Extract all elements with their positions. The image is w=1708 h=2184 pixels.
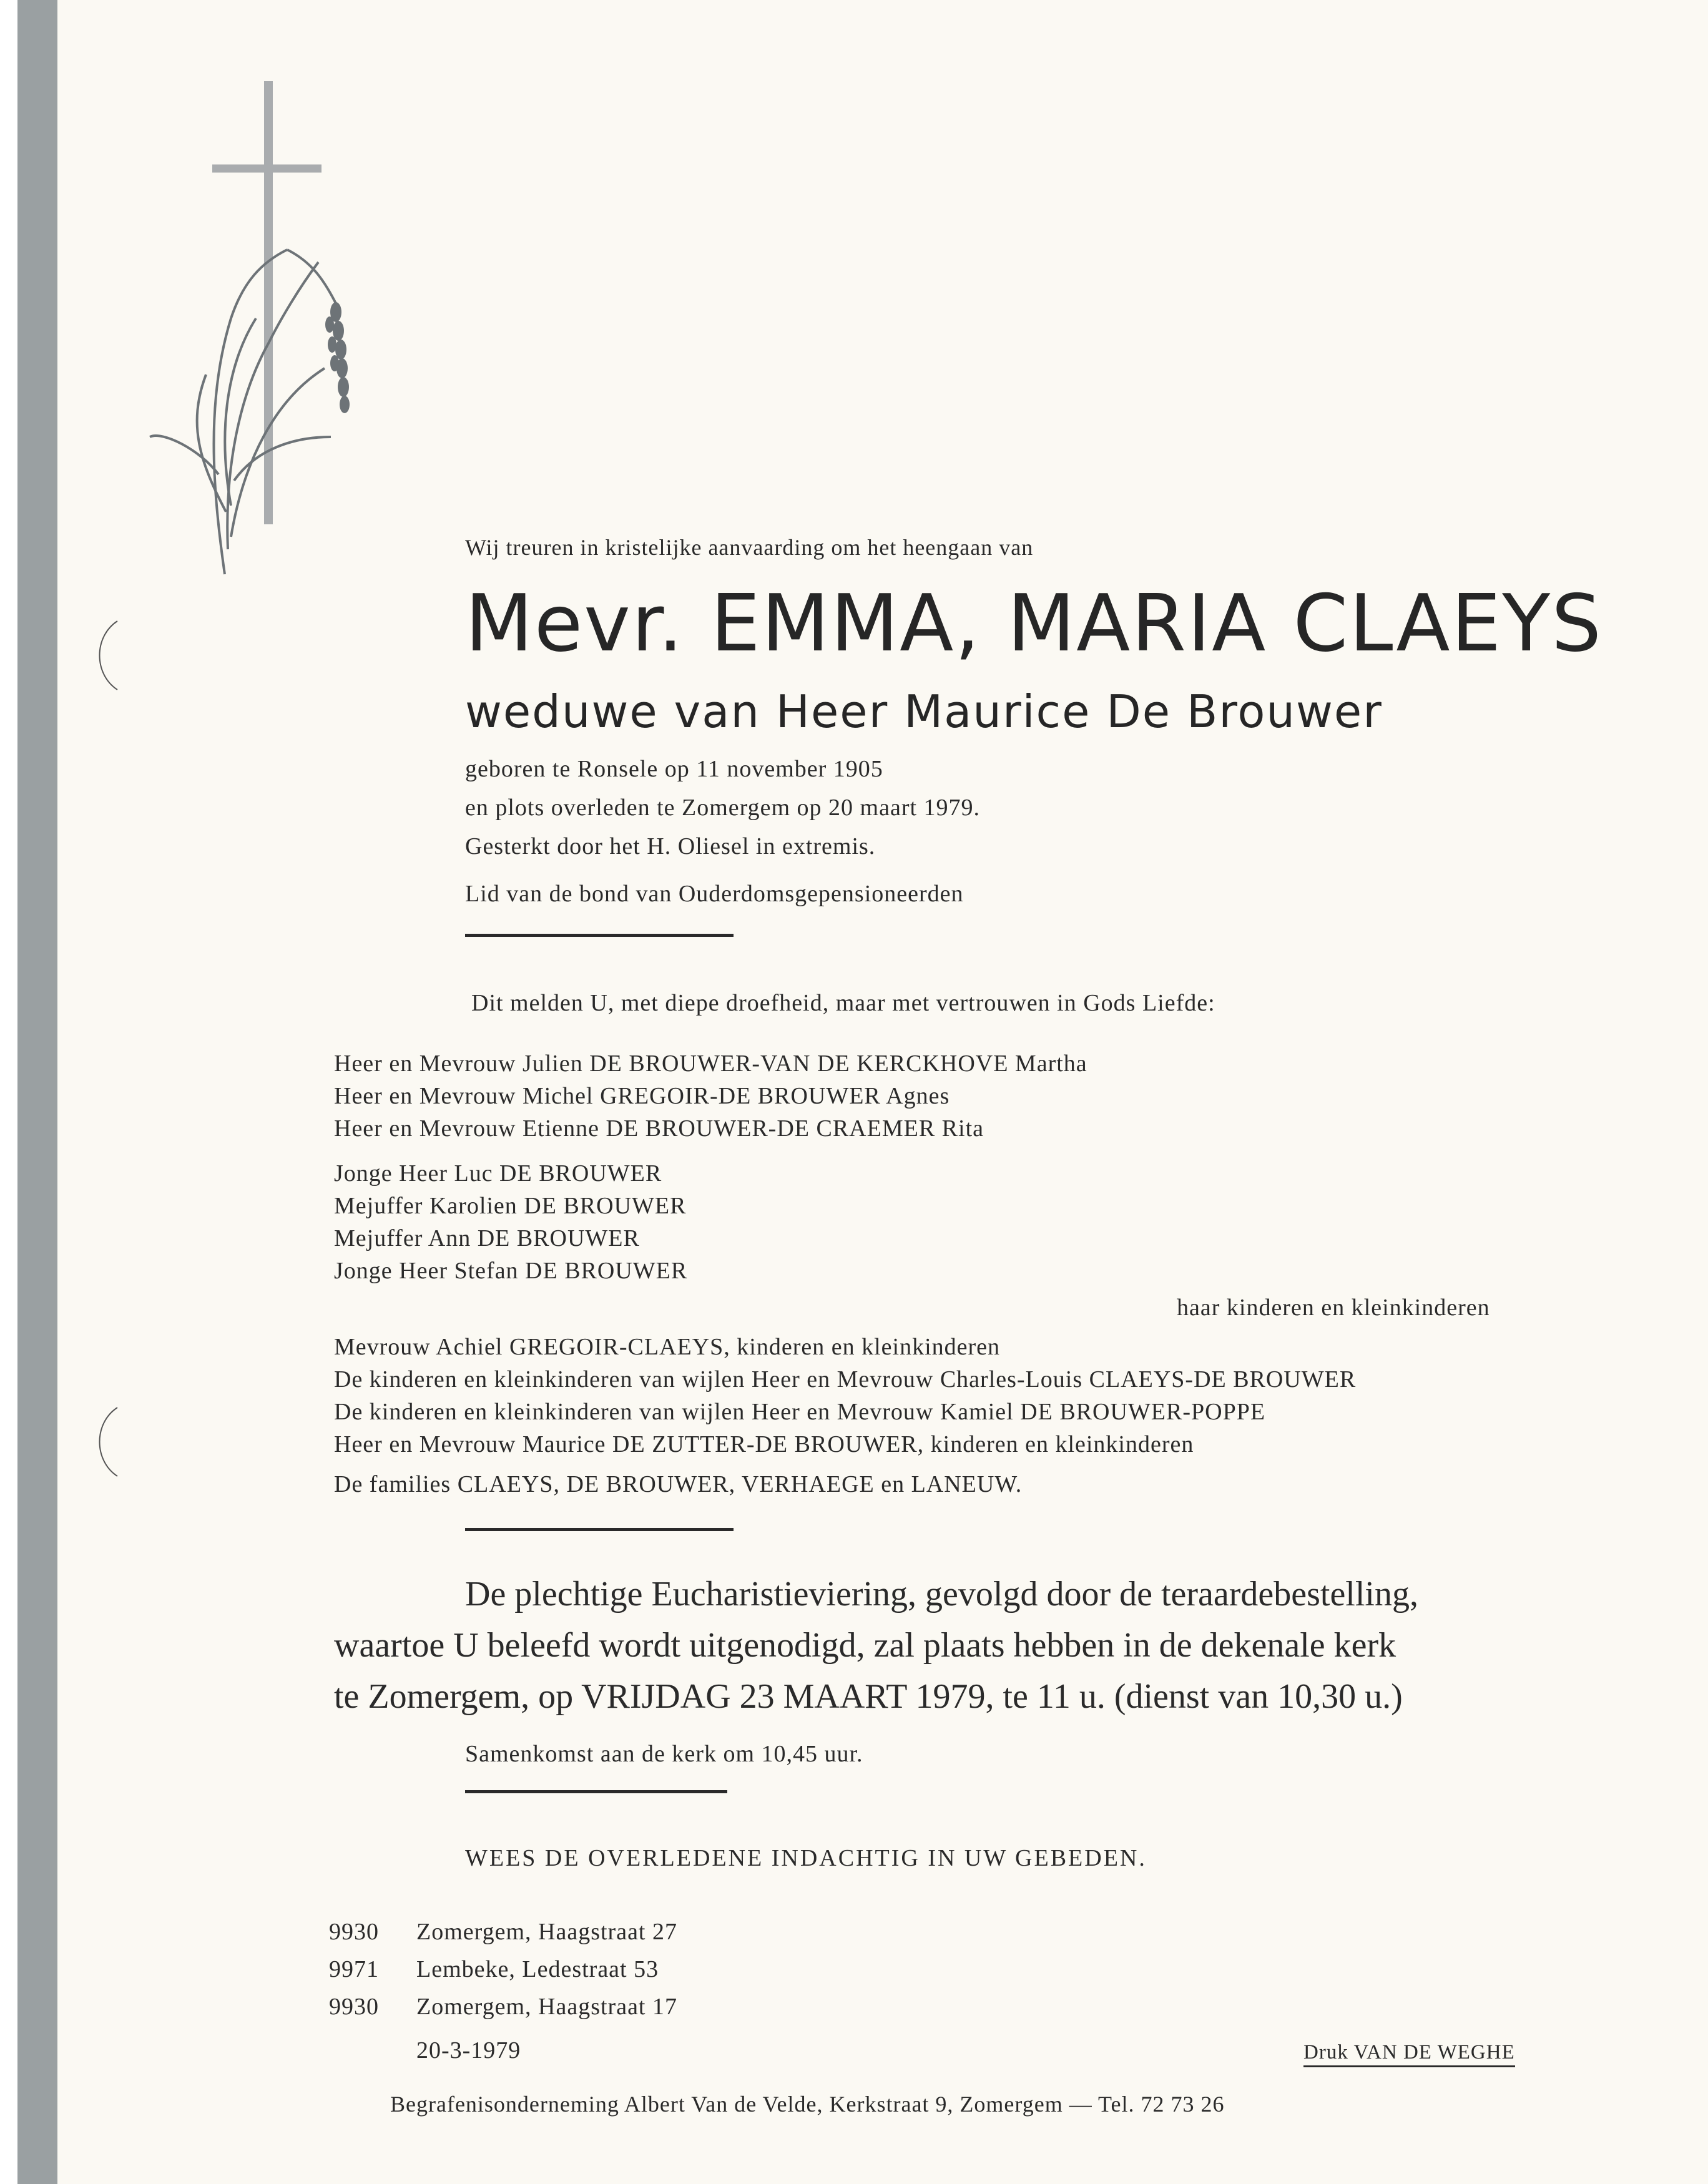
date: 20-3-1979 <box>416 2037 521 2064</box>
printer-credit: Druk VAN DE WEGHE <box>1303 2041 1515 2067</box>
family-line: Heer en Mevrouw Maurice DE ZUTTER-DE BROUWER, kinderen en kleinkinderen <box>334 1431 1194 1457</box>
undertaker-line: Begrafenisonderneming Albert Van de Velde, Kerkstraat 9, Zomergem — Tel. 72 73 26 <box>390 2092 1225 2117</box>
announcement: Dit melden U, met diepe droefheid, maar met vertrouwen in Gods Liefde: <box>471 990 1215 1016</box>
grandchild-line: Jonge Heer Luc DE BROUWER <box>334 1160 662 1187</box>
divider <box>465 1790 727 1793</box>
family-line: Mevrouw Achiel GREGOIR-CLAEYS, kinderen en kleinkinderen <box>334 1334 1001 1360</box>
children-line: Heer en Mevrouw Etienne DE BROUWER-DE CRAEMER Rita <box>334 1115 984 1142</box>
punch-hole-bottom <box>87 1404 125 1479</box>
address: Zomergem, Haagstraat 27 <box>416 1919 677 1945</box>
bio-line: en plots overleden te Zomergem op 20 maart 1979. <box>465 795 981 821</box>
address: Zomergem, Haagstraat 17 <box>416 1994 677 2020</box>
children-line: Heer en Mevrouw Julien DE BROUWER-VAN DE KERCKHOVE Martha <box>334 1050 1087 1077</box>
grandchild-line: Mejuffer Karolien DE BROUWER <box>334 1193 687 1219</box>
mourning-band <box>17 0 57 2184</box>
family-line: De kinderen en kleinkinderen van wijlen Heer en Mevrouw Kamiel DE BROUWER-POPPE <box>334 1399 1266 1425</box>
cross-with-wheat-emblem <box>137 75 400 587</box>
bio-line: Lid van de bond van Ouderdomsgepensioneerden <box>465 881 964 907</box>
bio-line: geboren te Ronsele op 11 november 1905 <box>465 756 883 782</box>
divider <box>465 1528 734 1531</box>
bio-line: Gesterkt door het H. Oliesel in extremis. <box>465 833 876 859</box>
prayer-line: WEES DE OVERLEDENE INDACHTIG IN UW GEBEDEN. <box>465 1845 1147 1871</box>
postcode: 9930 <box>329 1919 379 1945</box>
postcode: 9930 <box>329 1994 379 2020</box>
family-line: De families CLAEYS, DE BROUWER, VERHAEGE en LANEUW. <box>334 1471 1023 1497</box>
intro-line: Wij treuren in kristelijke aanvaarding om het heengaan van <box>465 535 1034 560</box>
family-line: De kinderen en kleinkinderen van wijlen Heer en Mevrouw Charles-Louis CLAEYS-DE BROUWER <box>334 1366 1357 1393</box>
service-line: De plechtige Eucharistieviering, gevolgd door de teraardebestelling, <box>465 1575 1418 1614</box>
service-line: te Zomergem, op VRIJDAG 23 MAART 1979, te 11 u. (dienst van 10,30 u.) <box>334 1677 1403 1716</box>
grandchild-line: Jonge Heer Stefan DE BROUWER <box>334 1258 688 1284</box>
gathering-note: Samenkomst aan de kerk om 10,45 uur. <box>465 1741 863 1767</box>
divider <box>465 934 734 937</box>
punch-hole-top <box>87 618 125 693</box>
postcode: 9971 <box>329 1956 379 1982</box>
widow-line: weduwe van Heer Maurice De Brouwer <box>465 685 1383 738</box>
deceased-name: Mevr. EMMA, MARIA CLAEYS <box>465 577 1603 669</box>
service-line: waartoe U beleefd wordt uitgenodigd, zal plaats hebben in de dekenale kerk <box>334 1626 1396 1665</box>
children-caption: haar kinderen en kleinkinderen <box>1177 1295 1490 1321</box>
grandchild-line: Mejuffer Ann DE BROUWER <box>334 1225 640 1251</box>
address: Lembeke, Ledestraat 53 <box>416 1956 659 1982</box>
children-line: Heer en Mevrouw Michel GREGOIR-DE BROUWER Agnes <box>334 1083 950 1109</box>
